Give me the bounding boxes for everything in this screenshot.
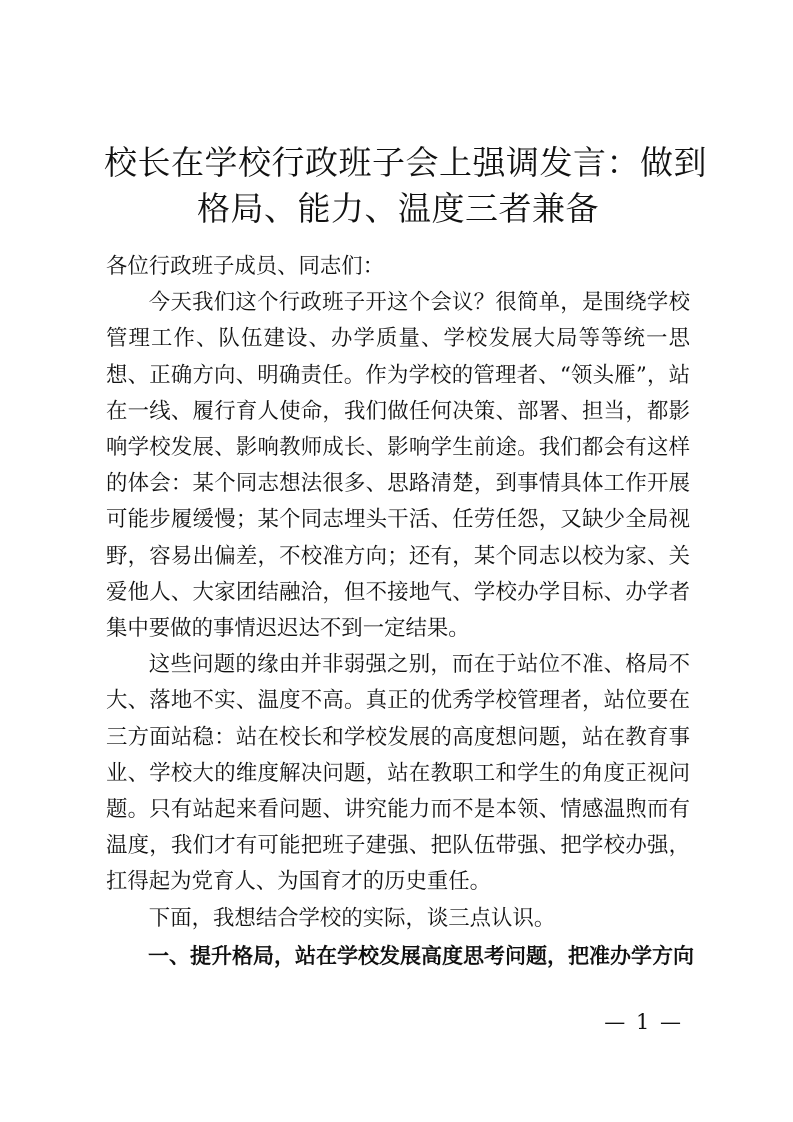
page-number: — 1 — (604, 1010, 683, 1034)
document-title (104, 140, 707, 232)
paragraph-1: 今天我们这个行政班子开这个会议？很简单，是围绕学校管理工作、队伍建设、办学质量、学校发展大局等等统一思想、正确方向、明确责任。作为学校的管理者、“领头雁”，站在一线、履行育人使命，我们做任何决策、部署、担当，都影响学校发展、影响教师成长、影响学生前途。我们都会有这样的体会：某个同志想法很多、思路清楚，到事情具体工作开展可能步履缓慢；某个同志埋头干活、任劳任怨，又缺少全局视野，容易出偏差，不校准方向；还有，某个同志以校为家、关爱他人、大家团结融洽，但不接地气、学校办学目标、办学者集中要做的事情迟迟达不到一定结果。 (106, 290, 690, 642)
salutation: 各位行政班子成员、同志们： (106, 254, 385, 279)
paragraph-3: 下面，我想结合学校的实际，谈三点认识。 (148, 905, 556, 931)
document-body (106, 249, 694, 974)
title-line-2: 格局、能力、温度三者兼备 (197, 189, 599, 228)
paragraph-2: 这些问题的缘由并非弱强之别，而在于站位不准、格局不大、落地不实、温度不高。真正的优秀学校管理者，站位要在三方面站稳：站在校长和学校发展的高度想问题，站在教育事业、学校大的维度解决问题，站在教职工和学生的角度正视问题。只有站起来看问题、讲究能力而不是本领、情感温煦而有温度，我们才有可能把班子建强、把队伍带强、把学校办强，扛得起为党育人、为国育才的历史重任。 (106, 652, 690, 895)
title-line-1: 校长在学校行政班子会上强调发言：做到 (104, 143, 707, 182)
section-heading: 一、提升格局，站在学校发展高度思考问题，把准办学方向 (148, 943, 694, 968)
